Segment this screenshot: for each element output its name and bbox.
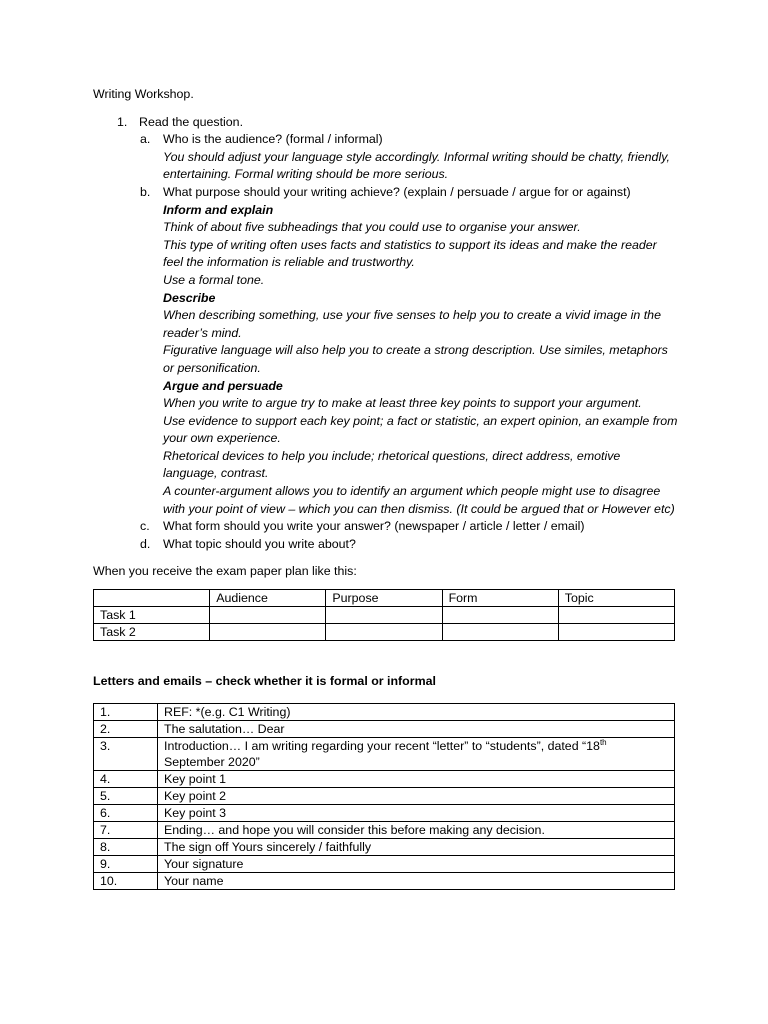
- row-text: The sign off Yours sincerely / faithfully: [158, 838, 675, 855]
- table-row: [94, 770, 675, 787]
- inform-text-3: Use a formal tone.: [163, 272, 265, 287]
- table-row: [94, 872, 675, 889]
- list-item-b: [93, 184, 678, 518]
- table-row: [94, 838, 675, 855]
- inform-heading: Inform and explain: [163, 202, 274, 217]
- plan-intro: When you receive the exam paper plan like this:: [93, 564, 357, 579]
- intro-text: Introduction… I am writing regarding your recent “letter” to “students”, dated “18: [164, 738, 600, 753]
- plan-table: [93, 589, 675, 641]
- describe-text-1: When describing something, use your five senses to help you to create a vivid image in the reader’s mind.: [163, 308, 661, 340]
- table-row: [94, 737, 675, 770]
- purpose-question: What purpose should your writing achieve? (explain / persuade / argue for or against): [163, 184, 631, 199]
- item-letter: c.: [140, 519, 150, 534]
- row-text: Key point 1: [158, 770, 675, 787]
- table-cell: [210, 607, 326, 624]
- describe-heading: Describe: [163, 290, 216, 305]
- argue-text-1: When you write to argue try to make at least three key points to support your argument.: [163, 396, 642, 411]
- table-cell: [442, 624, 558, 641]
- question-list: [93, 131, 678, 553]
- table-cell: [326, 624, 442, 641]
- step-1: [93, 114, 678, 132]
- ordinal-suffix: th: [599, 737, 607, 747]
- row-text: Ending… and hope you will consider this before making any decision.: [158, 821, 675, 838]
- item-letter: d.: [140, 536, 151, 551]
- argue-text-4: A counter-argument allows you to identify an argument which people might use to disagree with your point of view – which you can then dismiss. (It could be argued that or However etc): [163, 484, 675, 516]
- topic-question: What topic should you write about?: [163, 536, 356, 551]
- describe-text-2: Figurative language will also help you to create a strong description. Use similes, metaphors or personification.: [163, 343, 668, 375]
- argue-text-3: Rhetorical devices to help you include; rhetorical questions, direct address, emotive language, contrast.: [163, 448, 621, 481]
- row-number: 6.: [94, 804, 158, 821]
- table-cell: [558, 607, 674, 624]
- table-row: [94, 787, 675, 804]
- header-cell: [94, 590, 210, 607]
- table-cell: [210, 624, 326, 641]
- table-row: [94, 607, 675, 624]
- row-number: 2.: [94, 720, 158, 737]
- row-text: Key point 2: [158, 787, 675, 804]
- item-letter: b.: [140, 184, 151, 199]
- argue-heading: Argue and persuade: [163, 378, 283, 393]
- row-number: 4.: [94, 770, 158, 787]
- form-question: What form should you write your answer? (newspaper / article / letter / email): [163, 519, 585, 534]
- table-cell: [326, 607, 442, 624]
- table-row: [94, 720, 675, 737]
- header-cell: Form: [442, 590, 558, 607]
- step-number: 1.: [117, 114, 128, 129]
- row-text: Your name: [158, 872, 675, 889]
- table-cell: [558, 624, 674, 641]
- row-label: Task 1: [94, 607, 210, 624]
- row-text: The salutation… Dear: [158, 720, 675, 737]
- row-text: [158, 737, 675, 770]
- document-title: Writing Workshop.: [93, 87, 194, 101]
- row-number: 7.: [94, 821, 158, 838]
- row-text: Your signature: [158, 855, 675, 872]
- document-page: [93, 86, 678, 890]
- table-row: [94, 703, 675, 720]
- row-number: 1.: [94, 703, 158, 720]
- audience-note: You should adjust your language style accordingly. Informal writing should be chatty, friendly, entertaining. Formal writing should be more serious.: [163, 149, 670, 182]
- plan-header-row: [94, 590, 675, 607]
- intro-text-end: September 2020”: [164, 754, 260, 769]
- list-item-c: [93, 518, 678, 536]
- header-cell: Topic: [558, 590, 674, 607]
- letters-table: [93, 703, 675, 890]
- table-row: [94, 804, 675, 821]
- row-number: 10.: [94, 872, 158, 889]
- argue-text-2: Use evidence to support each key point; a fact or statistic, an expert opinion, an example from your own experience.: [163, 413, 678, 446]
- row-text: Key point 3: [158, 804, 675, 821]
- table-row: [94, 821, 675, 838]
- inform-text-2: This type of writing often uses facts and statistics to support its ideas and make the reader feel the information is reliable and trustworthy.: [163, 237, 657, 270]
- row-text: REF: *(e.g. C1 Writing): [158, 703, 675, 720]
- row-number: 5.: [94, 787, 158, 804]
- table-row: [94, 855, 675, 872]
- item-letter: a.: [140, 132, 151, 147]
- step-text: Read the question.: [139, 114, 244, 129]
- row-number: 8.: [94, 838, 158, 855]
- list-item-a: [93, 131, 678, 184]
- inform-text-1: Think of about five subheadings that you could use to organise your answer.: [163, 220, 581, 235]
- header-cell: Audience: [210, 590, 326, 607]
- row-number: 3.: [94, 737, 158, 770]
- letters-heading: Letters and emails – check whether it is formal or informal: [93, 674, 436, 689]
- list-item-d: [93, 536, 678, 554]
- table-cell: [442, 607, 558, 624]
- audience-question: Who is the audience? (formal / informal): [163, 132, 383, 147]
- table-row: [94, 624, 675, 641]
- row-number: 9.: [94, 855, 158, 872]
- header-cell: Purpose: [326, 590, 442, 607]
- row-label: Task 2: [94, 624, 210, 641]
